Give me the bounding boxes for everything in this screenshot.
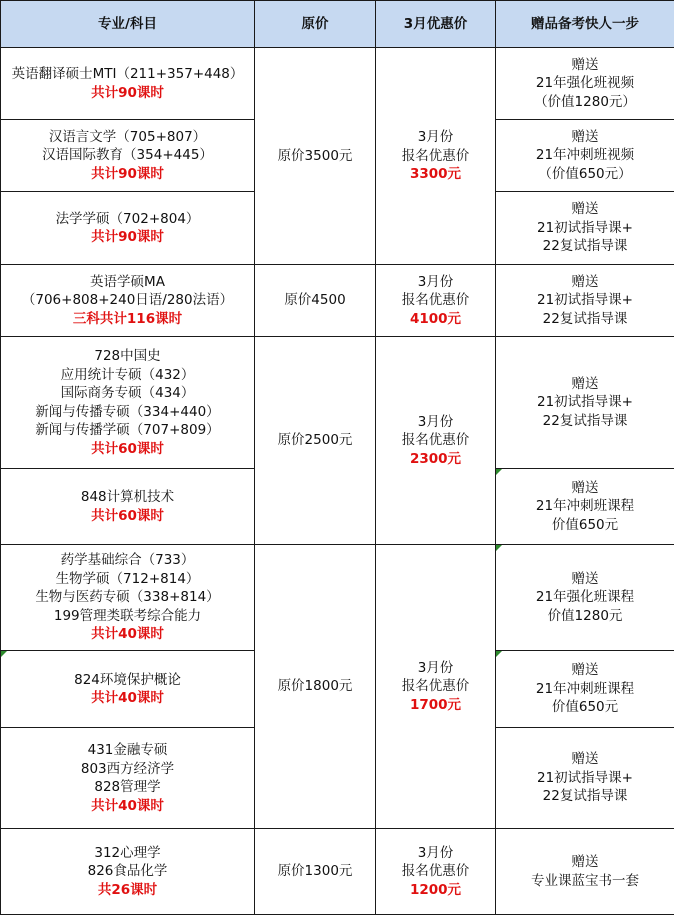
course-hours: 三科共计116课时 [72, 310, 183, 327]
offer-line: 报名优惠价 [401, 863, 470, 880]
offer-price: 1700元 [409, 696, 462, 713]
gift-line: 21年冲刺班课程 [535, 498, 635, 515]
gift-line: 21年强化班课程 [535, 589, 635, 606]
offer-price-cell [376, 48, 496, 265]
header-gift: 赠品备考快人一步 [496, 1, 674, 48]
subject-line: 法学学硕（702+804） [55, 210, 200, 227]
gift-line: 赠送 [571, 273, 599, 290]
subject-line: 新闻与传播专硕（334+440） [35, 403, 220, 420]
original-price: 原价1800元 [277, 678, 353, 695]
course-hours: 共计60课时 [91, 440, 164, 457]
subject-line: 826食品化学 [87, 863, 168, 880]
subject-line: 药学基础综合（733） [60, 552, 195, 569]
subject-line: 199管理类联考综合能力 [53, 607, 202, 624]
gift-line: （价值1280元） [534, 93, 636, 110]
gift-cell [496, 728, 674, 829]
gift-line: （价值650元） [538, 165, 632, 182]
subject-line: 生物与医药专硕（338+814） [35, 589, 220, 606]
subject-line: 汉语言文学（705+807） [48, 128, 207, 145]
gift-line: 赠送 [571, 56, 599, 73]
subject-line: 848计算机技术 [80, 489, 175, 505]
subject-line: 英语翻译硕士MTI（211+357+448） [11, 66, 244, 82]
gift-line: 专业课蓝宝书一套 [531, 872, 639, 889]
header-subject: 专业/科目 [1, 1, 255, 48]
subject-line: 803西方经济学 [80, 760, 175, 777]
offer-line: 3月份 [417, 413, 454, 430]
subject-line: 312心理学 [94, 844, 161, 861]
gift-cell [496, 337, 674, 469]
gift-line: 赠送 [571, 375, 599, 392]
gift-line: 22复试指导课 [542, 238, 628, 255]
subject-line: 应用统计专硕（432） [60, 366, 195, 383]
gift-line: 赠送 [571, 751, 599, 768]
original-price-cell [255, 545, 376, 829]
gift-cell [496, 48, 674, 120]
offer-line: 3月份 [417, 659, 454, 676]
subject-cell [1, 469, 255, 545]
subject-line: 国际商务专硕（434） [60, 385, 195, 401]
subject-cell [1, 192, 255, 265]
offer-price-cell [376, 829, 496, 915]
gift-cell [496, 469, 674, 545]
gift-line: 22复试指导课 [542, 310, 628, 327]
original-price-cell [255, 48, 376, 265]
original-price-cell [255, 337, 376, 545]
table-row [1, 829, 674, 915]
offer-line: 3月份 [417, 129, 454, 146]
offer-price: 3300元 [409, 166, 462, 183]
gift-line: 价值650元 [551, 516, 619, 533]
header-row [1, 1, 674, 48]
subject-line: 新闻与传播学硕（707+809） [35, 422, 220, 438]
subject-line: 431金融专硕 [87, 742, 168, 758]
gift-line: 赠送 [571, 479, 599, 496]
course-hours: 共计60课时 [91, 507, 164, 524]
course-hours: 共计40课时 [91, 690, 164, 706]
gift-line: 赠送 [571, 854, 599, 870]
subject-line: 生物学硕（712+814） [55, 570, 200, 587]
subject-line: 英语学硕MA [90, 273, 165, 290]
gift-line: 21年强化班视频 [535, 75, 635, 92]
course-hours: 共计90课时 [91, 229, 164, 245]
gift-line: 赠送 [571, 201, 599, 218]
table-row [1, 337, 674, 469]
table-row [1, 265, 674, 337]
table-row [1, 545, 674, 651]
gift-line: 21年冲刺班视频 [535, 147, 635, 164]
original-price-cell [255, 829, 376, 915]
offer-line: 3月份 [417, 844, 454, 861]
gift-cell [496, 829, 674, 915]
gift-line: 赠送 [571, 570, 599, 587]
subject-cell [1, 48, 255, 120]
subject-line: 728中国史 [94, 348, 161, 364]
subject-line: 汉语国际教育（354+445） [42, 147, 213, 164]
header-march-price: 3月优惠价 [376, 1, 496, 48]
gift-line: 22复试指导课 [542, 788, 628, 805]
offer-line: 报名优惠价 [401, 432, 470, 449]
subject-cell [1, 265, 255, 337]
gift-line: 赠送 [571, 128, 599, 145]
original-price: 原价3500元 [277, 147, 353, 164]
gift-cell [496, 192, 674, 265]
offer-price-cell [376, 545, 496, 829]
gift-line: 21初试指导课+ [537, 769, 633, 786]
gift-cell [496, 651, 674, 728]
course-hours: 共计40课时 [91, 797, 164, 814]
table-row [1, 48, 674, 120]
subject-cell [1, 829, 255, 915]
gift-cell [496, 265, 674, 337]
gift-line: 赠送 [571, 662, 599, 679]
gift-line: 21年冲刺班课程 [535, 680, 635, 697]
offer-line: 报名优惠价 [401, 292, 470, 309]
header-original-price: 原价 [255, 1, 376, 48]
offer-line: 报名优惠价 [401, 147, 470, 164]
offer-price: 1200元 [409, 881, 462, 898]
gift-line: 价值1280元 [547, 607, 623, 624]
original-price: 原价4500 [284, 292, 346, 309]
subject-cell [1, 545, 255, 651]
subject-line: 824环境保护概论 [74, 671, 181, 688]
course-hours: 共26课时 [97, 881, 158, 898]
offer-price-cell [376, 337, 496, 545]
offer-price: 4100元 [409, 310, 462, 327]
gift-line: 21初试指导课+ [537, 394, 633, 411]
course-hours: 共计90课时 [91, 84, 164, 101]
original-price-cell [255, 265, 376, 337]
original-price: 原价1300元 [277, 863, 353, 880]
gift-cell [496, 545, 674, 651]
course-hours: 共计40课时 [91, 626, 164, 643]
course-hours: 共计90课时 [91, 165, 164, 182]
gift-line: 21初试指导课+ [537, 219, 633, 236]
subject-cell [1, 337, 255, 469]
gift-cell [496, 120, 674, 192]
offer-line: 报名优惠价 [401, 678, 470, 695]
subject-line: （706+808+240日语/280法语） [21, 292, 234, 309]
subject-cell [1, 728, 255, 829]
offer-price: 2300元 [409, 450, 462, 467]
gift-line: 价值650元 [551, 699, 619, 716]
gift-line: 21初试指导课+ [537, 292, 633, 309]
subject-cell [1, 120, 255, 192]
original-price: 原价2500元 [277, 432, 353, 449]
subject-line: 828管理学 [94, 779, 161, 795]
subject-cell [1, 651, 255, 728]
offer-line: 3月份 [417, 273, 454, 290]
gift-line: 22复试指导课 [542, 412, 628, 429]
offer-price-cell [376, 265, 496, 337]
